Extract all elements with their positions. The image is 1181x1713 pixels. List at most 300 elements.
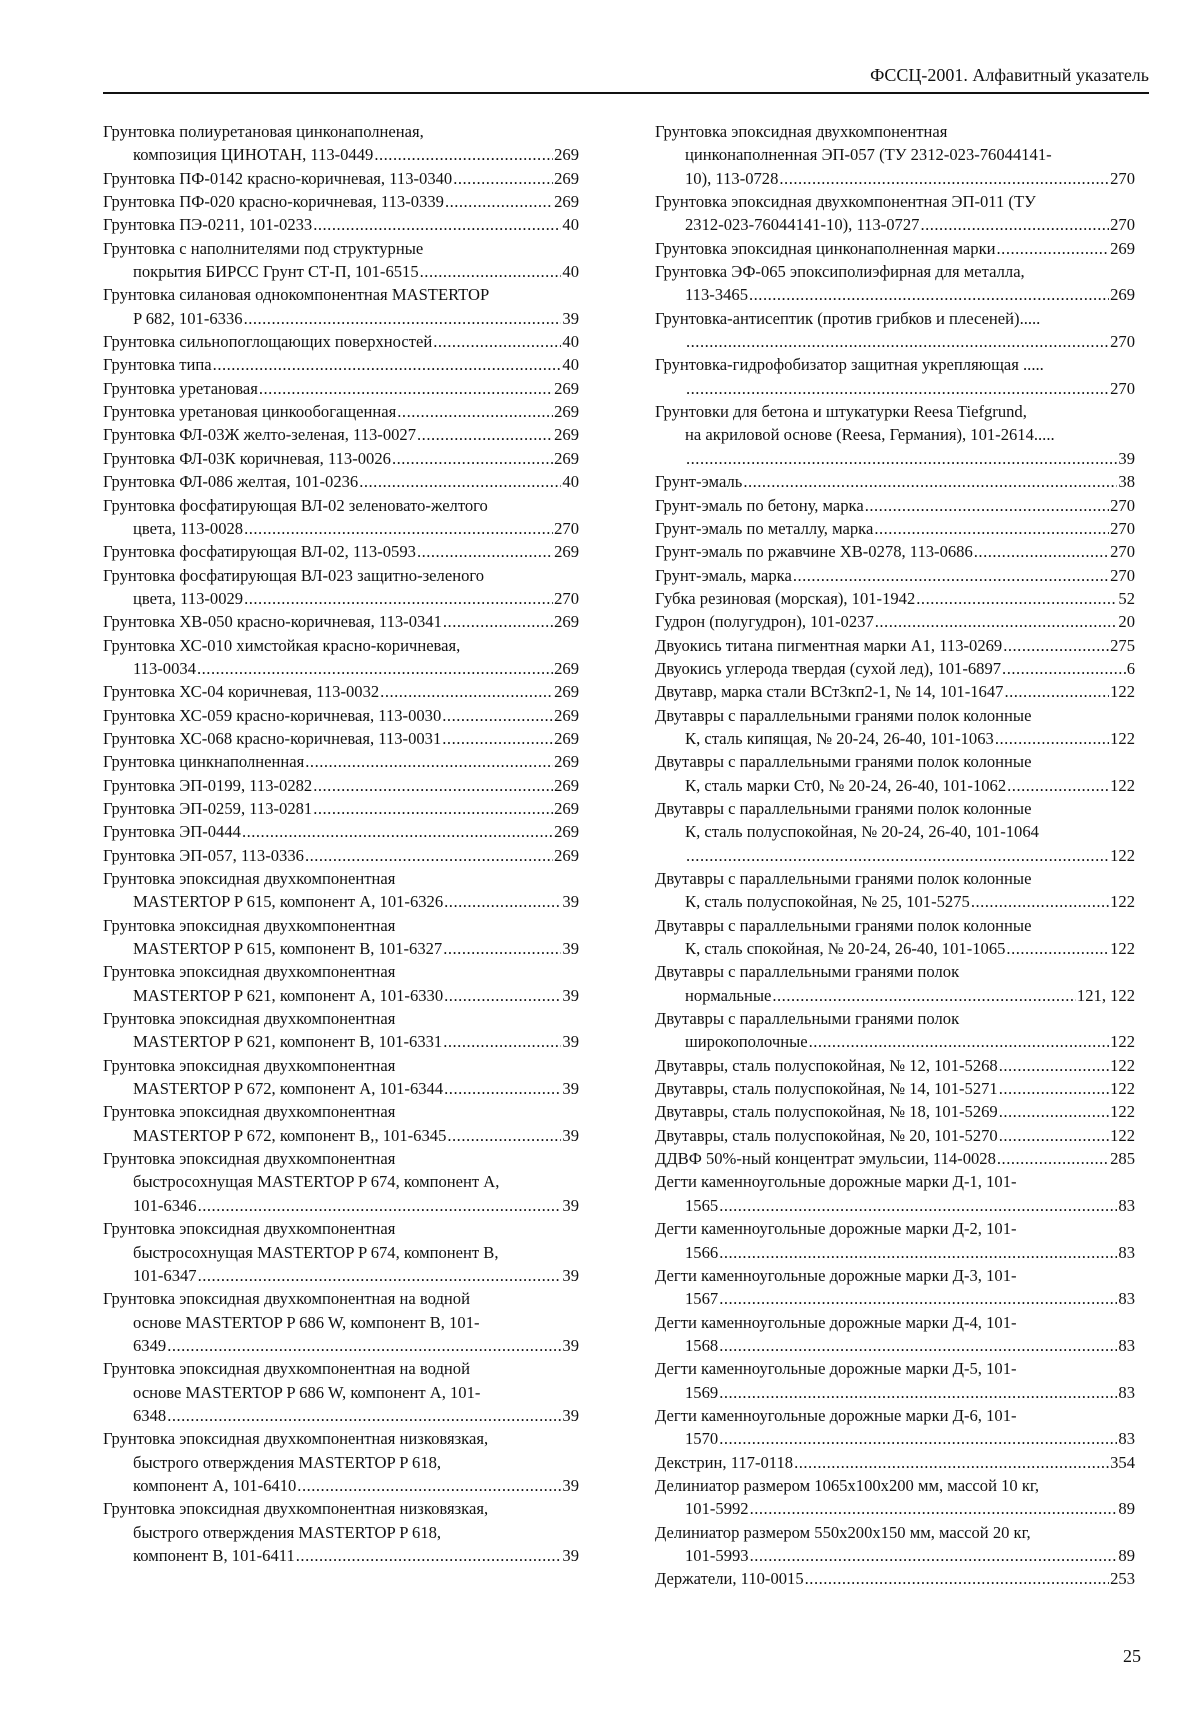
header-rule — [103, 92, 1149, 94]
index-entry — [103, 1357, 579, 1427]
index-entry-line — [103, 540, 579, 563]
index-entry-line — [103, 1100, 579, 1123]
index-entry-line — [103, 1124, 579, 1147]
index-entry-text: Гудрон (полугудрон), 101-0237 — [655, 612, 874, 632]
index-entry — [655, 237, 1135, 260]
dot-leader — [453, 167, 553, 190]
index-entry-line — [655, 377, 1135, 400]
index-entry-line — [103, 984, 579, 1007]
index-entry-line — [103, 1287, 579, 1310]
index-entry-line — [103, 260, 579, 283]
index-entry-text: Грунтовка ХС-04 коричневая, 113-0032 — [103, 682, 380, 702]
index-entry-text: Грунтовки для бетона и штукатурки Reesa Tiefgrund, — [655, 402, 1027, 422]
index-entry-text: Грунтовка с наполнителями под структурные — [103, 238, 424, 258]
index-entry-line — [655, 774, 1135, 797]
index-entry-text: Держатели, 110-0015 — [655, 1569, 804, 1589]
index-entry-page: 269 — [1110, 238, 1135, 258]
index-entry-text: Губка резиновая (морская), 101-1942 — [655, 588, 916, 608]
index-entry-line — [655, 167, 1135, 190]
index-entry-text: нормальные — [685, 985, 772, 1005]
index-entry-page: 40 — [562, 215, 579, 235]
index-entry-line — [655, 1147, 1135, 1170]
index-entry-text: MASTERTOP P 621, компонент А, 101-6330 — [133, 985, 444, 1005]
index-entry-line — [103, 1241, 579, 1264]
index-entry-page: 40 — [562, 262, 579, 282]
index-entry-text: Двутавры, сталь полуспокойная, № 20, 101-5270 — [655, 1125, 998, 1145]
dot-leader — [686, 447, 1117, 470]
index-entry-line — [103, 1521, 579, 1544]
index-entry-line — [655, 867, 1135, 890]
index-entry — [103, 190, 579, 213]
index-entry-page: 122 — [1110, 1125, 1135, 1145]
index-entry-page: 285 — [1110, 1149, 1135, 1169]
index-entry-line — [655, 1567, 1135, 1590]
index-entry-line — [655, 680, 1135, 703]
index-entry-line — [655, 610, 1135, 633]
index-entry-text: Грунтовка фосфатирующая ВЛ-02, 113-0593 — [103, 542, 416, 562]
index-entry-line — [655, 1404, 1135, 1427]
index-entry-page: 83 — [1118, 1242, 1135, 1262]
index-entry — [103, 213, 579, 236]
index-entry-line — [103, 1217, 579, 1240]
index-entry-line — [655, 797, 1135, 820]
index-entry-line — [655, 960, 1135, 983]
dot-leader — [719, 1381, 1117, 1404]
index-entry-line — [655, 1451, 1135, 1474]
index-entry-line — [655, 237, 1135, 260]
index-entry-text: 2312-023-76044141-10), 113-0727 — [685, 215, 920, 235]
index-entry-text: 1567 — [685, 1289, 719, 1309]
index-entry — [655, 400, 1135, 470]
index-entry-page: 122 — [1110, 1102, 1135, 1122]
index-entry-page: 270 — [1110, 215, 1135, 235]
index-entry-text: Декстрин, 117-0118 — [655, 1452, 794, 1472]
index-entry-text: Двутавры, сталь полуспокойная, № 12, 101-5268 — [655, 1055, 998, 1075]
index-entry-text: 6349 — [133, 1335, 167, 1355]
index-entry-line — [655, 1287, 1135, 1310]
index-entry-page: 270 — [1110, 168, 1135, 188]
index-entry — [103, 353, 579, 376]
index-entry — [103, 494, 579, 541]
index-entry — [655, 517, 1135, 540]
index-entry-page: 39 — [562, 1079, 579, 1099]
index-entry-page: 122 — [1110, 1079, 1135, 1099]
index-entry-line — [103, 237, 579, 260]
index-entry-text: Грунтовка уретановая цинкообогащенная — [103, 402, 397, 422]
index-entry-line — [103, 1451, 579, 1474]
index-entry — [103, 774, 579, 797]
index-entry — [103, 1287, 579, 1357]
dot-leader — [875, 610, 1118, 633]
index-entry — [655, 1474, 1135, 1521]
index-entry-line — [655, 307, 1135, 330]
index-entry-page: 39 — [562, 1405, 579, 1425]
index-entry — [655, 1521, 1135, 1568]
dot-leader — [865, 494, 1109, 517]
dot-leader — [772, 984, 1076, 1007]
index-entry-line — [655, 890, 1135, 913]
index-entry-line — [103, 914, 579, 937]
index-entry-text: Грунтовка эпоксидная двухкомпонентная низковязкая, — [103, 1429, 489, 1449]
index-entry-text: Грунтовка ХВ-050 красно-коричневая, 113-0341 — [103, 612, 442, 632]
dot-leader — [242, 820, 553, 843]
index-entry-line — [655, 1497, 1135, 1520]
index-entry-text: MASTERTOP P 621, компонент B, 101-6331 — [133, 1032, 443, 1052]
index-entry — [655, 494, 1135, 517]
index-entry-line — [103, 400, 579, 423]
index-entry-line — [655, 213, 1135, 236]
index-entry-line — [103, 423, 579, 446]
index-entry-line — [655, 1264, 1135, 1287]
index-entry-text: Грунтовка-гидрофобизатор защитная укрепляющая ..... — [655, 355, 1044, 375]
dot-leader — [374, 143, 553, 166]
index-entry-text: Грунтовка ЭП-0444 — [103, 822, 241, 842]
index-entry-line — [655, 494, 1135, 517]
index-entry-text: Грунт-эмаль по металлу, марка — [655, 518, 874, 538]
index-entry-page: 269 — [554, 192, 579, 212]
index-entry-line — [655, 1474, 1135, 1497]
index-entry-page: 269 — [554, 378, 579, 398]
index-entry-page: 269 — [1110, 285, 1135, 305]
index-entry-text: Грунтовка эпоксидная двухкомпонентная — [103, 1055, 396, 1075]
dot-leader — [719, 1427, 1117, 1450]
index-entry — [103, 377, 579, 400]
dot-leader — [719, 1334, 1117, 1357]
index-entry — [103, 1497, 579, 1567]
index-entry-line — [103, 1030, 579, 1053]
index-entry-line — [655, 587, 1135, 610]
index-entry-text: P 682, 101-6336 — [133, 308, 243, 328]
index-entry-line — [103, 494, 579, 517]
index-entry — [655, 1170, 1135, 1217]
dot-leader — [417, 540, 553, 563]
index-entry-page: 354 — [1110, 1452, 1135, 1472]
index-entry-text: К, сталь спокойная, № 20-24, 26-40, 101-1065 — [685, 939, 1006, 959]
index-entry — [655, 914, 1135, 961]
index-entry-text: Грунтовка ФЛ-03К коричневая, 113-0026 — [103, 448, 391, 468]
index-entry-page: 270 — [1110, 565, 1135, 585]
index-entry-page: 39 — [562, 1545, 579, 1565]
index-entry — [103, 283, 579, 330]
index-entry-line — [655, 447, 1135, 470]
index-entry — [103, 914, 579, 961]
index-entry-line — [103, 353, 579, 376]
index-entry-text: К, сталь кипящая, № 20-24, 26-40, 101-1063 — [685, 728, 994, 748]
index-entry-page: 269 — [554, 845, 579, 865]
index-entry-page: 20 — [1118, 612, 1135, 632]
index-entry-line — [103, 587, 579, 610]
index-entry-line — [103, 1170, 579, 1193]
index-entry-text: цвета, 113-0028 — [133, 518, 244, 538]
index-entry-text: Дегти каменноугольные дорожные марки Д-4, 101- — [655, 1312, 1017, 1332]
dot-leader — [359, 470, 561, 493]
index-entry-text: быстрого отверждения MASTERTOP P 618, — [133, 1522, 442, 1542]
index-entry-text: Грунтовка уретановая — [103, 378, 258, 398]
index-entry-page: 270 — [1110, 332, 1135, 352]
index-entry-line — [103, 750, 579, 773]
index-entry-text: Дегти каменноугольные дорожные марки Д-6, 101- — [655, 1405, 1017, 1425]
index-entry-page: 89 — [1118, 1499, 1135, 1519]
index-entry-line — [103, 470, 579, 493]
page-header-title: ФССЦ-2001. Алфавитный указатель — [870, 65, 1149, 85]
index-entry-text: Дегти каменноугольные дорожные марки Д-5, 101- — [655, 1359, 1017, 1379]
index-entry — [103, 960, 579, 1007]
dot-leader — [999, 1100, 1109, 1123]
index-entry — [655, 634, 1135, 657]
index-entry — [655, 1077, 1135, 1100]
index-entry-page: 40 — [562, 355, 579, 375]
index-entry-line — [655, 120, 1135, 143]
index-entry-line — [655, 820, 1135, 843]
index-entry-text: быстрого отверждения MASTERTOP P 618, — [133, 1452, 442, 1472]
index-entry — [655, 1404, 1135, 1451]
index-entry-line — [655, 1381, 1135, 1404]
index-entry-text: 113-3465 — [685, 285, 748, 305]
index-entry-text: Грунтовка эпоксидная двухкомпонентная — [103, 962, 396, 982]
index-entry-text: Двутавры с параллельными гранями полок колонные — [655, 869, 1032, 888]
index-entry-line — [103, 937, 579, 960]
dot-leader — [198, 1194, 562, 1217]
index-entry-line — [103, 1544, 579, 1567]
index-entry-text: Грунтовка ФЛ-086 желтая, 101-0236 — [103, 472, 359, 492]
index-entry-line — [103, 867, 579, 890]
index-entry-text: Дегти каменноугольные дорожные марки Д-2, 101- — [655, 1219, 1017, 1239]
index-entry-text: Грунтовка ЭФ-065 эпоксиполиэфирная для металла, — [655, 262, 1025, 282]
index-entry — [103, 167, 579, 190]
dot-leader — [442, 704, 553, 727]
index-entry-text: быстросохнущая MASTERTOP P 674, компонент B, — [133, 1242, 499, 1262]
index-entry-page: 270 — [1110, 495, 1135, 515]
index-entry-page: 121, 122 — [1076, 985, 1135, 1005]
dot-leader — [417, 423, 553, 446]
index-entry-page: 39 — [562, 1475, 579, 1495]
index-entry-text: Грунтовка ЭП-0259, 113-0281 — [103, 798, 313, 818]
index-entry — [103, 1427, 579, 1497]
index-entry — [103, 1147, 579, 1217]
dot-leader — [313, 797, 553, 820]
dot-leader — [392, 447, 553, 470]
index-entry-line — [655, 1030, 1135, 1053]
dot-leader — [420, 260, 562, 283]
dot-leader — [794, 1451, 1109, 1474]
index-entry-text: Грунтовка эпоксидная двухкомпонентная — [655, 122, 948, 141]
index-entry — [103, 704, 579, 727]
index-entry-line — [103, 190, 579, 213]
index-entry — [655, 960, 1135, 1007]
index-entry — [103, 400, 579, 423]
index-entry-line — [103, 1334, 579, 1357]
index-entry — [103, 564, 579, 611]
index-entry — [655, 657, 1135, 680]
index-entry — [103, 447, 579, 470]
index-entry-page: 269 — [554, 682, 579, 702]
index-entry-line — [655, 470, 1135, 493]
index-entry-line — [103, 143, 579, 166]
index-entry-text: Двутавры с параллельными гранями полок колонные — [655, 752, 1032, 772]
index-entry-text: Грунтовка эпоксидная двухкомпонентная — [103, 915, 396, 935]
dot-leader — [443, 1030, 561, 1053]
index-entry-text: 1568 — [685, 1335, 719, 1355]
index-entry — [655, 564, 1135, 587]
index-entry-text: Двутавры с параллельными гранями полок — [655, 1009, 960, 1029]
index-entry-line — [655, 727, 1135, 750]
index-entry-text: компонент B, 101-6411 — [133, 1545, 295, 1565]
index-entry-page: 122 — [1110, 1032, 1135, 1052]
index-entry — [655, 797, 1135, 867]
index-entry-text: 101-6347 — [133, 1265, 197, 1285]
index-entry-text: MASTERTOP P 672, компонент А, 101-6344 — [133, 1079, 444, 1099]
index-entry-line — [655, 423, 1135, 446]
index-entry-line — [103, 283, 579, 306]
index-entry — [103, 1217, 579, 1287]
index-entry-line — [655, 260, 1135, 283]
index-entry-line — [103, 213, 579, 236]
index-entry — [655, 470, 1135, 493]
index-entry-line — [103, 377, 579, 400]
index-entry — [655, 120, 1135, 190]
index-entry — [103, 470, 579, 493]
index-entry-page: 39 — [562, 1032, 579, 1052]
index-entry-line — [103, 797, 579, 820]
index-entry — [655, 1217, 1135, 1264]
index-entry-text: Грунтовка типа — [103, 355, 212, 375]
dot-leader — [719, 1287, 1117, 1310]
dot-leader — [719, 1194, 1117, 1217]
index-entry-text: Дегти каменноугольные дорожные марки Д-3, 101- — [655, 1265, 1017, 1285]
dot-leader — [444, 1077, 561, 1100]
index-entry — [655, 1007, 1135, 1054]
dot-leader — [686, 844, 1109, 867]
index-entry-text: быстросохнущая MASTERTOP P 674, компонент А, — [133, 1172, 500, 1192]
dot-leader — [999, 1124, 1109, 1147]
index-entry-line — [655, 540, 1135, 563]
dot-leader — [1006, 937, 1109, 960]
index-entry — [655, 1147, 1135, 1170]
index-entry-line — [103, 1264, 579, 1287]
index-entry-page: 269 — [554, 822, 579, 842]
index-entry-page: 269 — [554, 612, 579, 632]
index-entry-page: 270 — [554, 518, 579, 538]
index-entry — [655, 704, 1135, 751]
index-entry-text: Двутавры с параллельными гранями полок колонные — [655, 915, 1032, 935]
index-entry-text: Грунтовка эпоксидная двухкомпонентная ЭП-011 (ТУ — [655, 192, 1036, 212]
index-entry-line — [103, 1381, 579, 1404]
index-entry-line — [103, 960, 579, 983]
index-entry-line — [103, 1474, 579, 1497]
index-entry-line — [103, 120, 579, 143]
index-column-left — [103, 120, 579, 1567]
index-entry-line — [103, 447, 579, 470]
index-entry-page: 83 — [1118, 1195, 1135, 1215]
index-entry — [655, 587, 1135, 610]
index-entry-text: 101-5993 — [685, 1545, 749, 1565]
index-entry-text: Двутавры с параллельными гранями полок — [655, 962, 960, 982]
index-entry-line — [103, 517, 579, 540]
index-entry-line — [103, 680, 579, 703]
index-entry-text: Грунтовка силановая однокомпонентная MASTERTOP — [103, 285, 490, 305]
index-entry-text: 101-6346 — [133, 1195, 197, 1215]
dot-leader — [779, 167, 1109, 190]
index-entry-page: 122 — [1110, 845, 1135, 865]
index-entry-line — [655, 1241, 1135, 1264]
index-entry-text: Дегти каменноугольные дорожные марки Д-1, 101- — [655, 1172, 1017, 1192]
index-entry-text: Грунтовка эпоксидная цинконаполненная марки — [655, 238, 996, 258]
index-entry-text: Грунтовка эпоксидная двухкомпонентная — [103, 1009, 396, 1029]
dot-leader — [743, 470, 1117, 493]
dot-leader — [686, 330, 1109, 353]
index-entry-page: 39 — [562, 1195, 579, 1215]
index-entry-page: 122 — [1110, 939, 1135, 959]
dot-leader — [750, 1497, 1118, 1520]
index-entry-text: MASTERTOP P 615, компонент А, 101-6326 — [133, 892, 444, 912]
index-entry — [655, 610, 1135, 633]
index-entry-line — [655, 330, 1135, 353]
index-entry-page: 40 — [562, 472, 579, 492]
index-entry-line — [655, 283, 1135, 306]
index-entry-text: Делиниатор размером 550х200х150 мм, массой 20 кг, — [655, 1522, 1031, 1542]
index-entry-line — [103, 1054, 579, 1077]
index-entry — [103, 867, 579, 914]
dot-leader — [805, 1567, 1109, 1590]
index-entry-text: Грунтовка сильнопоглощающих поверхностей — [103, 332, 433, 352]
index-entry-text: Грунтовка ХС-068 красно-коричневая, 113-0031 — [103, 728, 442, 748]
index-entry-text: Двутавр, марка стали ВСт3кп2-1, № 14, 101-1647 — [655, 682, 1004, 702]
index-entry-text: 101-5992 — [685, 1499, 749, 1519]
index-entry-line — [655, 143, 1135, 166]
index-entry-line — [103, 844, 579, 867]
index-entry-text: Грунт-эмаль — [655, 472, 743, 492]
dot-leader — [1004, 680, 1109, 703]
dot-leader — [997, 1147, 1109, 1170]
index-entry-text: Грунтовка полиуретановая цинконаполненая, — [103, 122, 424, 141]
dot-leader — [244, 587, 553, 610]
index-entry-page: 122 — [1110, 775, 1135, 795]
index-entry-line — [103, 1147, 579, 1170]
index-entry-line — [103, 634, 579, 657]
index-entry-text: Грунтовка ПЭ-0211, 101-0233 — [103, 215, 313, 235]
index-entry-page: 269 — [554, 705, 579, 725]
index-entry-page: 89 — [1118, 1545, 1135, 1565]
dot-leader — [167, 1334, 561, 1357]
dot-leader — [443, 937, 561, 960]
dot-leader — [297, 1474, 561, 1497]
dot-leader — [305, 750, 553, 773]
index-entry — [655, 1054, 1135, 1077]
index-entry-line — [655, 1311, 1135, 1334]
index-entry-text: 113-0034 — [133, 658, 196, 678]
index-entry — [103, 750, 579, 773]
dot-leader — [444, 890, 561, 913]
dot-leader — [444, 984, 561, 1007]
index-entry-text: Грунтовка ФЛ-03Ж желто-зеленая, 113-0027 — [103, 425, 417, 445]
index-entry-text: К, сталь полуспокойная, № 25, 101-5275 — [685, 892, 970, 912]
index-entry-text: Грунтовка эпоксидная двухкомпонентная на водной — [103, 1289, 470, 1309]
index-entry-text: 10), 113-0728 — [685, 168, 779, 188]
dot-leader — [809, 1030, 1109, 1053]
index-entry-line — [103, 167, 579, 190]
index-entry-line — [655, 1194, 1135, 1217]
index-entry-line — [655, 1334, 1135, 1357]
dot-leader — [971, 890, 1109, 913]
index-entry — [103, 1007, 579, 1054]
index-entry-text: 1569 — [685, 1382, 719, 1402]
index-entry-line — [655, 704, 1135, 727]
index-entry-line — [655, 914, 1135, 937]
index-entry — [103, 330, 579, 353]
index-entry-text: Грунтовка эпоксидная двухкомпонентная низковязкая, — [103, 1499, 489, 1519]
index-entry-page: 269 — [554, 658, 579, 678]
index-entry-page: 39 — [1118, 448, 1135, 468]
